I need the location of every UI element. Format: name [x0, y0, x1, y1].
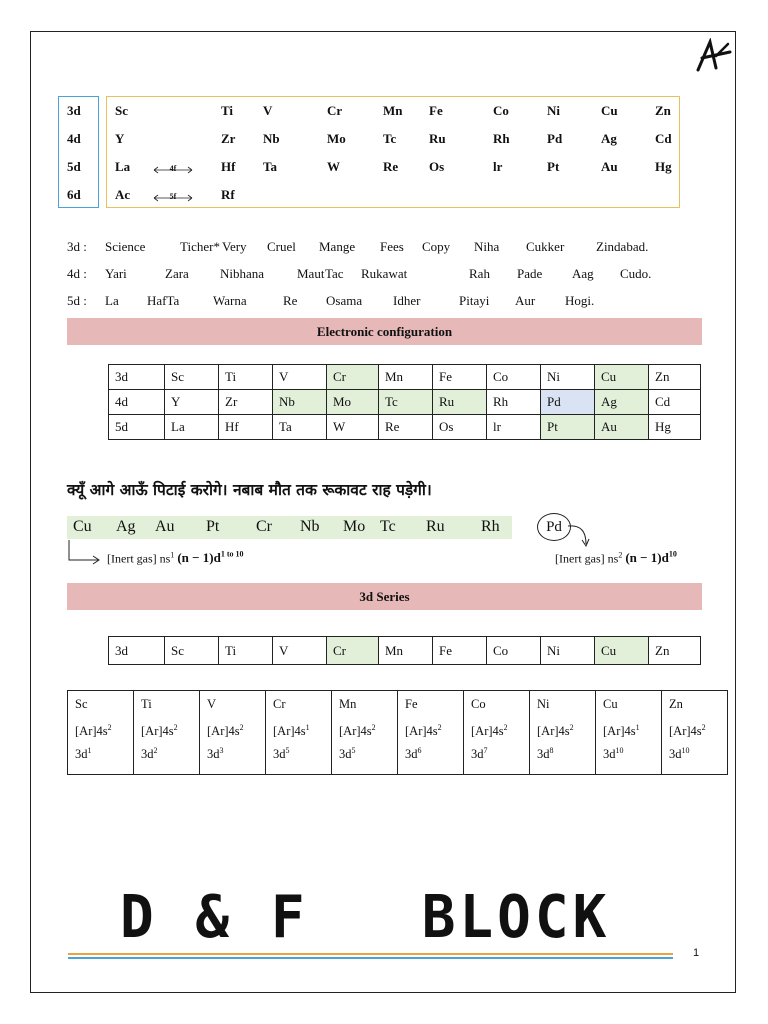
- config-cell: [398, 691, 464, 775]
- mnemonic-word: Aur: [515, 293, 536, 308]
- config-inner: $3d^2$: [141, 746, 158, 762]
- mnemonic-word: Idher: [393, 293, 421, 308]
- config-outer: $[Ar]4s^2$: [471, 723, 508, 739]
- grid-cell: Ni: [541, 637, 595, 665]
- mnemonic-word: Very: [222, 239, 247, 254]
- element-symbol: Ni: [547, 103, 560, 118]
- grid-cell: Zn: [649, 637, 701, 665]
- element-symbol: Ru: [429, 131, 446, 146]
- config-element: Fe: [405, 697, 418, 711]
- grid-cell: Zn: [649, 365, 701, 390]
- section-bar-electronic-configuration: Electronic configuration: [67, 318, 702, 345]
- element-symbol: lr: [493, 159, 503, 174]
- series-label: 4d: [67, 131, 81, 146]
- mnemonic-word: HafTa: [147, 293, 180, 308]
- mnemonic-word: 3d :: [67, 239, 87, 254]
- mnemonic-word: Niha: [474, 239, 500, 254]
- config-inner: $3d^8$: [537, 746, 554, 762]
- element-symbol: W: [327, 159, 340, 174]
- footer-line: [68, 957, 673, 959]
- config-cell: [464, 691, 530, 775]
- grid-cell: 3d: [109, 365, 165, 390]
- grid-cell: W: [327, 415, 379, 440]
- mnemonic-word: Copy: [422, 239, 451, 254]
- mnemonic-line: [67, 292, 707, 310]
- grid-cell: Re: [379, 415, 433, 440]
- element-row: [107, 153, 679, 181]
- grid-cell: Mn: [379, 365, 433, 390]
- configuration-grid: [108, 364, 701, 440]
- grid-cell: Ru: [433, 390, 487, 415]
- config-inner: $3d^3$: [207, 746, 224, 762]
- element-symbol: Ti: [221, 103, 234, 118]
- element-symbol: Cu: [601, 103, 618, 118]
- mnemonic-word: Fees: [380, 239, 404, 254]
- element-symbol: Zr: [221, 131, 236, 146]
- element-symbol: Ag: [601, 131, 617, 146]
- grid-row: [109, 390, 701, 415]
- mnemonic-word: Rah: [469, 266, 490, 281]
- mnemonic-word: Mange: [319, 239, 356, 254]
- config-outer: $[Ar]4s^2$: [75, 723, 112, 739]
- mnemonic-line: [67, 238, 707, 256]
- config-outer: $[Ar]4s^2$: [339, 723, 376, 739]
- strip-element: Pt: [206, 518, 220, 535]
- grid-cell: Sc: [165, 637, 219, 665]
- pd-circle: Pd: [537, 513, 571, 541]
- grid-cell: Ti: [219, 637, 273, 665]
- mnemonic-word: Warna: [213, 293, 247, 308]
- series-labels: [58, 96, 99, 208]
- grid-cell: Ni: [541, 365, 595, 390]
- grid-cell: Co: [487, 637, 541, 665]
- element-row: [107, 181, 679, 209]
- config-element: Mn: [339, 697, 357, 711]
- grid-cell: Nb: [273, 390, 327, 415]
- element-rows: [106, 96, 680, 208]
- config-outer: $[Ar]4s^1$: [603, 723, 640, 739]
- cu-arrow-icon: [66, 538, 102, 566]
- grid-row: [109, 415, 701, 440]
- element-symbol: V: [263, 103, 273, 118]
- element-symbol: Mn: [383, 103, 403, 118]
- grid-cell: Zr: [219, 390, 273, 415]
- mnemonic-word: Ticher*: [180, 239, 220, 254]
- mnemonic-word: Pitayi: [459, 293, 490, 308]
- config-cell: [530, 691, 596, 775]
- mnemonic-word: Maut: [297, 266, 325, 281]
- strip-element: Cr: [256, 518, 272, 535]
- mnemonic-word: 4d :: [67, 266, 87, 281]
- element-symbol: Rf: [221, 187, 235, 202]
- config-inner: $3d^6$: [405, 746, 422, 762]
- mnemonic-word: Cruel: [267, 239, 296, 254]
- grid-cell: Mo: [327, 390, 379, 415]
- config-outer: $[Ar]4s^2$: [405, 723, 442, 739]
- mnemonic-word: Hogi.: [565, 293, 595, 308]
- element-symbol: Zn: [655, 103, 671, 118]
- config-inner: $3d^7$: [471, 746, 488, 762]
- element-symbol: Cr: [327, 103, 343, 118]
- config-element: Cr: [273, 697, 286, 711]
- config-element: Zn: [669, 697, 683, 711]
- element-symbol: Ac: [115, 187, 131, 202]
- grid-cell: Au: [595, 415, 649, 440]
- element-symbol: Nb: [263, 131, 280, 146]
- grid-cell: Cd: [649, 390, 701, 415]
- mnemonic-word: Zindabad.: [596, 239, 649, 254]
- element-row: [107, 125, 679, 153]
- footer-line: [68, 953, 673, 955]
- grid-cell: Rh: [487, 390, 541, 415]
- arrow-label: 5f: [169, 192, 177, 201]
- element-symbol: Rh: [493, 131, 510, 146]
- config-element: Cu: [603, 697, 618, 711]
- grid-cell: Cr: [327, 365, 379, 390]
- grid-cell: Ta: [273, 415, 327, 440]
- mnemonic-word: Re: [283, 293, 298, 308]
- element-symbol: La: [115, 159, 131, 174]
- strip-element: Tc: [380, 518, 396, 535]
- element-symbol: Mo: [327, 131, 346, 146]
- mnemonic-word: Zara: [165, 266, 189, 281]
- mnemonic-word: Nibhana: [220, 266, 265, 281]
- element-symbol: Co: [493, 103, 509, 118]
- grid-cell: Ag: [595, 390, 649, 415]
- element-symbol: Cd: [655, 131, 672, 146]
- 3d-configuration-table: [67, 690, 728, 775]
- config-outer: $[Ar]4s^2$: [669, 723, 706, 739]
- config-element: Co: [471, 697, 486, 711]
- grid-cell: Os: [433, 415, 487, 440]
- config-element: Ti: [141, 697, 152, 711]
- grid-cell: 5d: [109, 415, 165, 440]
- element-symbol: Y: [115, 131, 125, 146]
- series-label: 5d: [67, 159, 81, 174]
- strip-element: Mo: [343, 518, 366, 535]
- page-title: D & F BLOCK: [120, 883, 611, 952]
- mnemonic-word: Science: [105, 239, 146, 254]
- element-symbol: Os: [429, 159, 445, 174]
- grid-cell: Ti: [219, 365, 273, 390]
- config-inner: $3d^5$: [273, 746, 290, 762]
- config-cell: [266, 691, 332, 775]
- series-label: 6d: [67, 187, 81, 202]
- grid-cell: Hg: [649, 415, 701, 440]
- grid-cell: Tc: [379, 390, 433, 415]
- config-element: Ni: [537, 697, 550, 711]
- config-inner: $3d^{10}$: [603, 746, 624, 762]
- config-cell: [68, 691, 134, 775]
- hindi-mnemonic: क्यूँ आगे आऊँ पिटाई करोगे। नबाब मौत तक रूकावट राह पड़ेगी।: [67, 481, 432, 499]
- config-outer: $[Ar]4s^2$: [141, 723, 178, 739]
- element-symbol: Au: [601, 159, 618, 174]
- grid-cell: Pd: [541, 390, 595, 415]
- mnemonic-word: Yari: [105, 266, 127, 281]
- grid-cell: Cr: [327, 637, 379, 665]
- grid-cell: Co: [487, 365, 541, 390]
- config-element: Sc: [75, 697, 88, 711]
- arrow-label: 4f: [169, 164, 177, 173]
- grid-cell: 3d: [109, 637, 165, 665]
- strip-element: Rh: [481, 518, 500, 535]
- section-bar-3d-series: 3d Series: [67, 583, 702, 610]
- double-arrow-icon: [153, 156, 193, 176]
- config-inner: $3d^5$: [339, 746, 356, 762]
- grid-cell: V: [273, 365, 327, 390]
- config-general: [Inert gas] $ns^1$ $(n - 1)d^{1 to 10}$: [107, 550, 244, 566]
- config-outer: $[Ar]4s^1$: [273, 723, 310, 739]
- element-symbol: Pt: [547, 159, 560, 174]
- grid-cell: V: [273, 637, 327, 665]
- config-outer: $[Ar]4s^2$: [207, 723, 244, 739]
- mnemonic-word: Rukawat: [361, 266, 408, 281]
- element-row: [107, 97, 679, 125]
- strip-element: Ag: [116, 518, 136, 535]
- element-symbol: Hg: [655, 159, 672, 174]
- element-symbol: Fe: [429, 103, 443, 118]
- config-element: V: [207, 697, 217, 711]
- config-row: [68, 691, 728, 775]
- strip-element: Ru: [426, 518, 445, 535]
- grid-cell: La: [165, 415, 219, 440]
- grid-row: [109, 637, 701, 665]
- mnemonic-word: La: [105, 293, 119, 308]
- mnemonic-word: Pade: [517, 266, 543, 281]
- config-cell: [200, 691, 266, 775]
- mnemonic-word: Cukker: [526, 239, 565, 254]
- double-arrow-icon: [153, 184, 193, 204]
- config-palladium: [Inert gas] $ns^2$ $(n - 1)d^{10}$: [555, 550, 677, 566]
- logo-icon: [692, 38, 736, 74]
- grid-cell: Cu: [595, 637, 649, 665]
- grid-row: [109, 365, 701, 390]
- config-cell: [596, 691, 662, 775]
- grid-cell: Pt: [541, 415, 595, 440]
- grid-cell: 4d: [109, 390, 165, 415]
- strip-element: Au: [155, 518, 175, 535]
- grid-cell: lr: [487, 415, 541, 440]
- element-symbol: Re: [383, 159, 399, 174]
- mnemonic-word: 5d :: [67, 293, 87, 308]
- element-symbol: Tc: [383, 131, 397, 146]
- mnemonic-word: Aag: [572, 266, 594, 281]
- config-cell: [134, 691, 200, 775]
- grid-cell: Sc: [165, 365, 219, 390]
- grid-cell: Mn: [379, 637, 433, 665]
- page-number: 1: [693, 947, 700, 959]
- strip-element: Nb: [300, 518, 320, 535]
- mnemonic-line: [67, 265, 707, 283]
- series-label: 3d: [67, 103, 81, 118]
- grid-cell: Fe: [433, 365, 487, 390]
- strip-element: Cu: [73, 518, 92, 535]
- grid-cell: Y: [165, 390, 219, 415]
- element-symbol: Pd: [547, 131, 563, 146]
- grid-cell: Hf: [219, 415, 273, 440]
- config-inner: $3d^{10}$: [669, 746, 690, 762]
- config-cell: [332, 691, 398, 775]
- 3d-series-grid: [108, 636, 701, 665]
- mnemonic-word: Tac: [325, 266, 344, 281]
- mnemonic-word: Osama: [326, 293, 363, 308]
- element-symbol: Sc: [115, 103, 128, 118]
- grid-cell: Cu: [595, 365, 649, 390]
- config-inner: $3d^1$: [75, 746, 92, 762]
- element-symbol: Ta: [263, 159, 277, 174]
- element-symbol: Hf: [221, 159, 236, 174]
- config-cell: [662, 691, 728, 775]
- pd-arrow-icon: [566, 520, 592, 548]
- mnemonic-word: Cudo.: [620, 266, 652, 281]
- config-outer: $[Ar]4s^2$: [537, 723, 574, 739]
- grid-cell: Fe: [433, 637, 487, 665]
